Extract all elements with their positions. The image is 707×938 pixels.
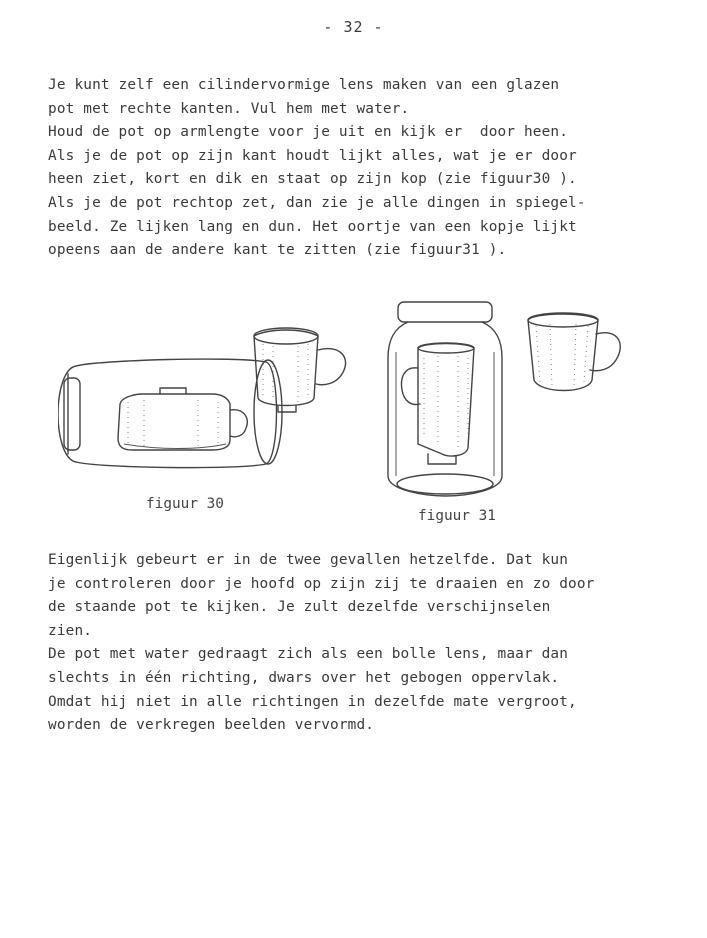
upright-jar-icon [384,298,634,508]
text-line: opeens aan de andere kant te zitten (zie figuur31 ). [48,242,507,259]
figure-30-illustration [58,322,358,486]
text-line: Als je de pot rechtop zet, dan zie je alle dingen in spiegel- [48,194,586,211]
text-line: heen ziet, kort en dik en staat op zijn kop (zie figuur30 ). [48,171,577,188]
text-line: je controleren door je hoofd op zijn zij te draaien en zo door [48,575,595,592]
figure-31-illustration [384,298,634,512]
text-line: worden de verkregen beelden vervormd. [48,717,375,734]
page-number: - 32 - [323,18,384,36]
text-line: Omdat hij niet in alle richtingen in dezelfde mate vergroot, [48,693,577,710]
figure-30-caption: figuur 30 [146,496,224,512]
text-line: beeld. Ze lijken lang en dun. Het oortje van een kopje lijkt [48,218,577,235]
text-line: pot met rechte kanten. Vul hem met water. [48,100,410,117]
paragraph-explanation [48,549,594,738]
text-line: Als je de pot op zijn kant houdt lijkt alles, wat je er door [48,147,577,164]
text-line: Je kunt zelf een cilindervormige lens maken van een glazen [48,77,560,93]
text-line: Eigenlijk gebeurt er in de twee gevallen hetzelfde. Dat kun [48,552,569,568]
text-line: de staande pot te kijken. Je zult dezelfde verschijnselen [48,599,551,616]
jar-on-side-icon [58,322,358,482]
text-line: slechts in één richting, dwars over het gebogen oppervlak. [48,669,560,686]
text-line: De pot met water gedraagt zich als een bolle lens, maar dan [48,646,569,663]
paragraph-intro [48,74,586,263]
text-line: zien. [48,622,93,639]
text-line: Houd de pot op armlengte voor je uit en kijk er door heen. [48,124,569,141]
figure-31-caption: figuur 31 [418,508,496,524]
